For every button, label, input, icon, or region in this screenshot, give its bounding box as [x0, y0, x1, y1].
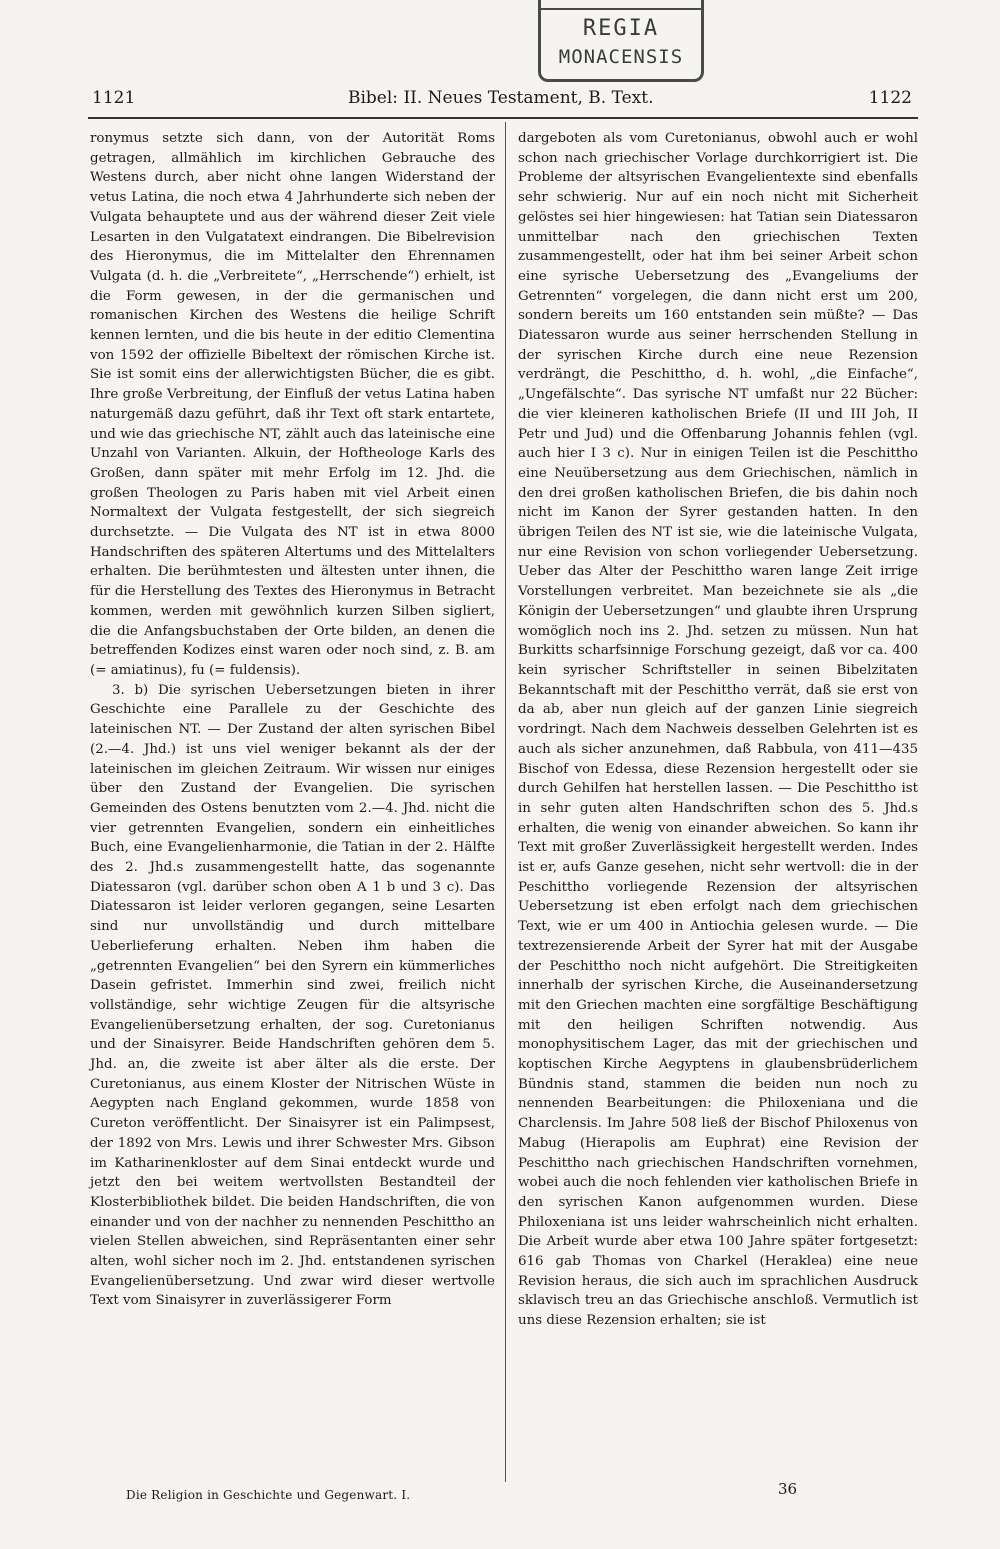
right-paragraph-1: dargeboten als vom Curetonianus, obwohl auch er wohl schon nach griechischer Vorlage durchkorrigiert ist. Die Probleme der altsyrischen Evangelientexte sind ebenfalls sehr schwierig. Nur auf ein noch nicht mit Sicherheit gelöstes sei hier hingewiesen: hat Tatian sein Diatessaron unmittelbar nach den griechischen Texten zusammengestellt, oder hat ihm bei seiner Arbeit schon eine syrische Uebersetzung des „Evangeliums der Getrennten“ vorgelegen, die dann nicht erst um 200, sondern bereits um 160 entstanden sein müßte? — Das Diatessaron wurde aus seiner herrschenden Stellung in der syrischen Kirche durch eine neue Rezension verdrängt, die Peschittho, d. h. wohl, „die Einfache“, „Ungefälschte“. Das syrische NT umfaßt nur 22 Bücher: die vier kleineren katholischen Briefe (II und III Joh, II Petr und Jud) und die Offenbarung Johannis fehlen (vgl. auch hier I 3 c). Nur in einigen Teilen ist die Peschittho eine Neuübersetzung aus dem Griechischen, nämlich in den drei großen katholischen Briefen, die bis dahin noch nicht im Kanon der Syrer gestanden hatten. In den übrigen Teilen des NT ist sie, wie die lateinische Vulgata, nur eine Revision von schon vorliegender Uebersetzung. Ueber das Alter der Peschittho waren lange Zeit irrige Vorstellungen verbreitet. Man bezeichnete sie als „die Königin der Uebersetzungen“ und glaubte ihren Ursprung womöglich noch ins 2. Jhd. setzen zu müssen. Nun hat Burkitts scharfsinnige Forschung gezeigt, daß vor ca. 400 kein syrischer Schriftsteller in seinen Bibelzitaten Bekanntschaft mit der Peschittho verrät, daß sie erst von da ab, aber nun gleich auf der ganzen Linie siegreich vordringt. Nach dem Nachweis desselben Gelehrten ist es auch als sicher anzunehmen, daß Rabbula, von 411—435 Bischof von Edessa, diese Rezension hergestellt oder sie durch Gehilfen hat herstellen lassen. — Die Peschittho ist in sehr guten alten Handschriften schon des 5. Jhd.s erhalten, die wenig von einander abweichen. So kann ihr Text mit großer Zuverlässigkeit hergestellt werden. Indes ist er, aufs Ganze gesehen, nicht sehr wertvoll: die in der Peschittho vorliegende Rezension der altsyrischen Uebersetzung ist eben erfolgt nach dem griechischen Text, wie er um 400 in Antiochia gelesen wurde. — Die textrezensierende Arbeit der Syrer hat mit der Ausgabe der Peschittho noch nicht aufgehört. Die Streitigkeiten innerhalb der syrischen Kirche, die Auseinandersetzung mit den Griechen machten eine sorgfältige Beschäftigung mit den heiligen Schriften notwendig. Aus monophysitischem Lager, das mit der griechischen und koptischen Kirche Aegyptens in glaubensbrüderlichem Bündnis stand, stammen die beiden nun noch zu nennenden Bearbeitungen: die Philoxeniana und die Charclensis. Im Jahre 508 ließ der Bischof Philoxenus von Mabug (Hierapolis am Euphrat) eine Revision der Peschittho nach griechischen Handschriften vornehmen, wobei auch die noch fehlenden vier katholischen Briefe in den syrischen Kanon aufgenommen wurden. Diese Philoxeniana ist uns leider wahrscheinlich nicht erhalten. Die Arbeit wurde aber etwa 100 Jahre später fortgesetzt: 616 gab Thomas von Charkel (Heraklea) eine neue Revision heraus, die sich auch im sprachlichen Ausdruck sklavisch treu an das Griechische anschloß. Vermutlich ist uns diese Rezension erhalten; sie ist: [518, 131, 918, 1329]
left-paragraph-1: ronymus setzte sich dann, von der Autorität Roms getragen, allmählich im kirchlichen Gebrauche des Westens durch, aber nicht ohne langen Widerstand der vetus Latina, die noch etwa 4 Jahrhunderte sich neben der Vulgata behauptete und aus der während dieser Zeit viele Lesarten in den Vulgatatext eindrangen. Die Bibelrevision des Hieronymus, die im Mittelalter den Ehrennamen Vulgata (d. h. die „Verbreitete“, „Herrschende“) erhielt, ist die Form gewesen, in der die germanischen und romanischen Kirchen des Westens die heilige Schrift kennen lernten, und die bis heute in der editio Clementina von 1592 der offizielle Bibeltext der römischen Kirche ist. Sie ist somit eins der allerwichtigsten Bücher, die es gibt. Ihre große Verbreitung, der Einfluß der vetus Latina haben naturgemäß dazu geführt, daß ihr Text oft stark entartete, und wie das griechische NT, zählt auch das lateinische eine Unzahl von Varianten. Alkuin, der Hoftheologe Karls des Großen, dann später mit mehr Erfolg im 12. Jhd. die großen Theologen zu Paris haben mit viel Arbeit einen Normaltext der Vulgata festgestellt, der sich siegreich durchsetzte. — Die Vulgata des NT ist in etwa 8000 Handschriften des späteren Altertums und des Mittelalters erhalten. Die berühmtesten und ältesten unter ihnen, die für die Herstellung des Textes des Hieronymus in Betracht kommen, werden mit gewöhnlich kurzen Silben sigliert, die die Anfangsbuchstaben der Orte bilden, an denen die betreffenden Kodizes einst waren oder noch sind, z. B. am (= amiatinus), fu (= fuldensis).: [90, 131, 495, 678]
page-number-right: 1122: [868, 88, 912, 108]
running-title: Bibel: II. Neues Testament, B. Text.: [348, 88, 654, 108]
library-stamp: [538, 0, 704, 82]
stamp-rule: [541, 8, 701, 10]
stamp-line-1: REGIA: [582, 16, 660, 41]
left-column: [90, 129, 495, 1311]
running-header: [92, 88, 912, 112]
footer-imprint: Die Religion in Geschichte und Gegenwart. I.: [126, 1488, 411, 1502]
column-divider: [505, 122, 506, 1482]
left-paragraph-2: 3. b) Die syrischen Uebersetzungen bieten in ihrer Geschichte eine Parallele zu der Geschichte des lateinischen NT. — Der Zustand der alten syrischen Bibel (2.—4. Jhd.) ist uns viel weniger bekannt als der der lateinischen im gleichen Zeitraum. Wir wissen nur einiges über den Zustand der Evangelien. Die syrischen Gemeinden des Ostens benutzten vom 2.—4. Jhd. nicht die vier getrennten Evangelien, sondern ein einheitliches Buch, eine Evangelienharmonie, die Tatian in der 2. Hälfte des 2. Jhd.s zusammengestellt hatte, das sogenannte Diatessaron (vgl. darüber schon oben A 1 b und 3 c). Das Diatessaron ist leider verloren gegangen, seine Lesarten sind nur unvollständig und durch mittelbare Ueberlieferung erhalten. Neben ihm haben die „getrennten Evangelien“ bei den Syrern ein kümmerliches Dasein gefristet. Immerhin sind zwei, freilich nicht vollständige, sehr wichtige Zeugen für die altsyrische Evangelienübersetzung erhalten, der sog. Curetonianus und der Sinaisyrer. Beide Handschriften gehören dem 5. Jhd. an, die zweite ist aber älter als die erste. Der Curetonianus, aus einem Kloster der Nitrischen Wüste in Aegypten nach England gekommen, wurde 1858 von Cureton veröffentlicht. Der Sinaisyrer ist ein Palimpsest, der 1892 von Mrs. Lewis und ihrer Schwester Mrs. Gibson im Katharinenkloster auf dem Sinai entdeckt wurde und jetzt den bei weitem wertvollsten Bestandteil der Klosterbibliothek bildet. Die beiden Handschriften, die von einander und von der nachher zu nennenden Peschittho an vielen Stellen abweichen, sind Repräsentanten einer sehr alten, wohl sicher noch im 2. Jhd. entstandenen syrischen Evangelienübersetzung. Und zwar wird dieser wertvolle Text vom Sinaisyrer in zuverlässigerer Form: [90, 682, 495, 1309]
right-column: [518, 129, 918, 1331]
signature-mark: 36: [778, 1480, 798, 1498]
page-number-left: 1121: [92, 88, 136, 108]
header-rule: [88, 117, 918, 119]
stamp-line-2: MONACENSIS: [558, 46, 684, 68]
